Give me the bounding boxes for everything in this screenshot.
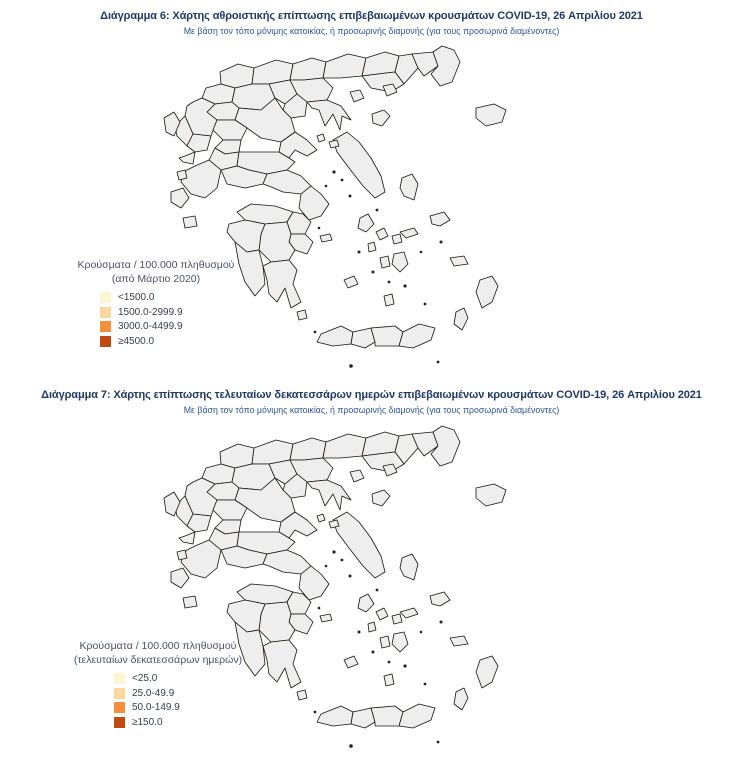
legend-items	[58, 292, 254, 347]
legend-label: 1500.0-2999.9	[118, 306, 183, 318]
figure1-subtitle: Με βάση τον τόπο μόνιμης κατοικίας, ή προσωρινής διαμονής (για τους προσωρινά διαμένοντες)	[183, 26, 560, 36]
islet-speck	[440, 241, 443, 244]
region-milos	[344, 656, 358, 668]
legend-title-line2: (από Μάρτιο 2020)	[111, 272, 201, 285]
region-kilkis	[290, 58, 326, 80]
figure2-title: Διάγραμμα 7: Χάρτης επίπτωσης τελευταίων δεκατεσσάρων ημερών επιβεβαιωμένων κρουσμάτων COVID-19, 26 Απριλίου 2021	[41, 389, 702, 401]
islet-speck	[325, 565, 328, 568]
region-viotia	[263, 550, 311, 574]
region-lefkada	[177, 170, 187, 180]
region-paros	[380, 256, 390, 268]
islet-speck	[376, 589, 379, 592]
islet-speck	[437, 741, 440, 744]
islet-speck	[314, 331, 317, 334]
islet-speck	[341, 179, 344, 182]
region-ilia	[227, 600, 265, 632]
region-chania	[317, 706, 353, 726]
islet-speck	[325, 185, 328, 188]
region-rhodes	[476, 656, 498, 688]
region-skiathos	[317, 514, 325, 522]
islet-speck	[314, 711, 317, 714]
islet-speck	[388, 661, 391, 664]
legend-title	[58, 259, 254, 286]
islet-speck	[349, 364, 353, 368]
region-tinos	[376, 228, 388, 240]
region-santorini	[384, 294, 394, 306]
legend-label: <1500.0	[118, 292, 155, 304]
region-ilia	[227, 220, 265, 252]
region-karpathos	[454, 688, 468, 710]
region-chios	[400, 174, 418, 200]
legend-swatch	[100, 292, 111, 303]
legend-item	[114, 688, 266, 699]
legend-items	[50, 673, 266, 728]
islet-speck	[388, 281, 391, 284]
region-lakonia	[263, 640, 301, 688]
legend-label: ≥150.0	[132, 716, 163, 728]
islet-speck	[318, 607, 321, 610]
region-samos	[430, 592, 450, 606]
region-viotia	[263, 170, 311, 194]
islet-speck	[318, 227, 321, 230]
region-kefalonia	[171, 568, 189, 588]
legend-label: 50.0-149.9	[132, 702, 180, 714]
legend-label: 25.0-49.9	[132, 687, 175, 699]
legend-swatch	[100, 307, 111, 318]
region-kilkis	[290, 438, 326, 460]
region-lakonia	[263, 260, 301, 308]
region-samos	[430, 212, 450, 226]
islet-speck	[424, 303, 427, 306]
region-hydra	[320, 614, 332, 622]
islet-speck	[349, 744, 353, 748]
legend-label: 3000.0-4499.9	[118, 321, 183, 333]
legend-item	[114, 702, 266, 713]
region-zakynthos	[183, 216, 197, 228]
region-chania	[317, 326, 353, 346]
region-ikaria	[400, 608, 418, 618]
region-naxos	[392, 252, 408, 272]
region-chios	[400, 554, 418, 580]
region-thasos	[350, 90, 364, 102]
region-santorini	[384, 674, 394, 686]
region-lesvos	[476, 484, 506, 506]
legend-swatch	[100, 336, 111, 347]
region-mykonos	[392, 234, 402, 244]
legend-item	[100, 336, 254, 347]
region-lefkada	[177, 550, 187, 560]
legend-item	[100, 321, 254, 332]
region-skiathos	[317, 134, 325, 142]
islet-speck	[332, 550, 335, 553]
region-rethymno	[351, 328, 375, 348]
region-naxos	[392, 632, 408, 652]
region-rhodes	[476, 276, 498, 308]
islet-speck	[420, 631, 423, 634]
region-syros	[368, 622, 376, 632]
region-tinos	[376, 608, 388, 620]
region-kythira	[297, 310, 307, 320]
islet-speck	[332, 170, 335, 173]
region-preveza	[179, 152, 195, 164]
region-mykonos	[392, 614, 402, 624]
region-andros	[358, 594, 374, 612]
region-aitoloakarnania	[181, 540, 221, 578]
region-kavala	[362, 452, 404, 472]
islet-speck	[376, 209, 379, 212]
legend-title-line2: (τελευταίων δεκατεσσάρων ημερών)	[73, 653, 243, 666]
legend-14day	[50, 640, 266, 731]
region-kavala	[362, 72, 404, 92]
region-zakynthos	[183, 596, 197, 608]
region-paros	[380, 636, 390, 648]
region-lesvos	[476, 104, 506, 126]
legend-swatch	[100, 321, 111, 332]
islet-speck	[358, 631, 361, 634]
islet-speck	[403, 284, 406, 287]
figure2-subtitle: Με βάση τον τόπο μόνιμης κατοικίας, ή προσωρινής διαμονής (για τους προσωρινά διαμένοντες)	[183, 405, 560, 415]
region-evia	[333, 512, 385, 578]
islet-speck	[440, 621, 443, 624]
region-thasos	[350, 470, 364, 482]
islet-speck	[403, 664, 406, 667]
islet-speck	[358, 251, 361, 254]
region-andros	[358, 214, 374, 232]
legend-label: ≥4500.0	[118, 335, 155, 347]
legend-title-line1: Κρούσματα / 100.000 πληθυσμού	[79, 640, 237, 652]
legend-cumulative	[58, 259, 254, 350]
legend-item	[100, 307, 254, 318]
region-limnos	[372, 490, 390, 506]
legend-title-line1: Κρούσματα / 100.000 πληθυσμού	[77, 259, 235, 271]
legend-title	[50, 640, 266, 667]
legend-swatch	[114, 717, 125, 728]
islet-speck	[349, 195, 352, 198]
region-hydra	[320, 234, 332, 242]
legend-swatch	[114, 673, 125, 684]
region-kos	[450, 256, 468, 266]
islet-speck	[420, 251, 423, 254]
region-serres	[323, 434, 366, 458]
region-kos	[450, 636, 468, 646]
region-lasithi	[399, 324, 435, 348]
islet-speck	[349, 575, 352, 578]
region-rethymno	[351, 708, 375, 728]
legend-item	[114, 717, 266, 728]
legend-label: <25.0	[132, 673, 158, 685]
region-syros	[368, 242, 376, 252]
region-kefalonia	[171, 188, 189, 208]
region-chalkidiki	[307, 480, 351, 510]
islet-speck	[437, 361, 440, 364]
legend-item	[100, 292, 254, 303]
region-evia	[333, 132, 385, 198]
region-lasithi	[399, 704, 435, 728]
figure1-title: Διάγραμμα 6: Χάρτης αθροιστικής επίπτωσης επιβεβαιωμένων κρουσμάτων COVID-19, 26 Απριλίου 2021	[100, 10, 643, 22]
region-preveza	[179, 532, 195, 544]
region-ikaria	[400, 228, 418, 238]
islet-speck	[341, 559, 344, 562]
islet-speck	[424, 683, 427, 686]
legend-swatch	[114, 688, 125, 699]
region-serres	[323, 54, 366, 78]
region-milos	[344, 276, 358, 288]
region-irakleio	[371, 326, 403, 346]
region-limnos	[372, 110, 390, 126]
islet-speck	[372, 271, 375, 274]
legend-item	[114, 673, 266, 684]
region-aitoloakarnania	[181, 160, 221, 198]
region-karpathos	[454, 308, 468, 330]
region-irakleio	[371, 706, 403, 726]
islet-speck	[372, 651, 375, 654]
legend-swatch	[114, 702, 125, 713]
region-chalkidiki	[307, 100, 351, 130]
region-kythira	[297, 690, 307, 700]
